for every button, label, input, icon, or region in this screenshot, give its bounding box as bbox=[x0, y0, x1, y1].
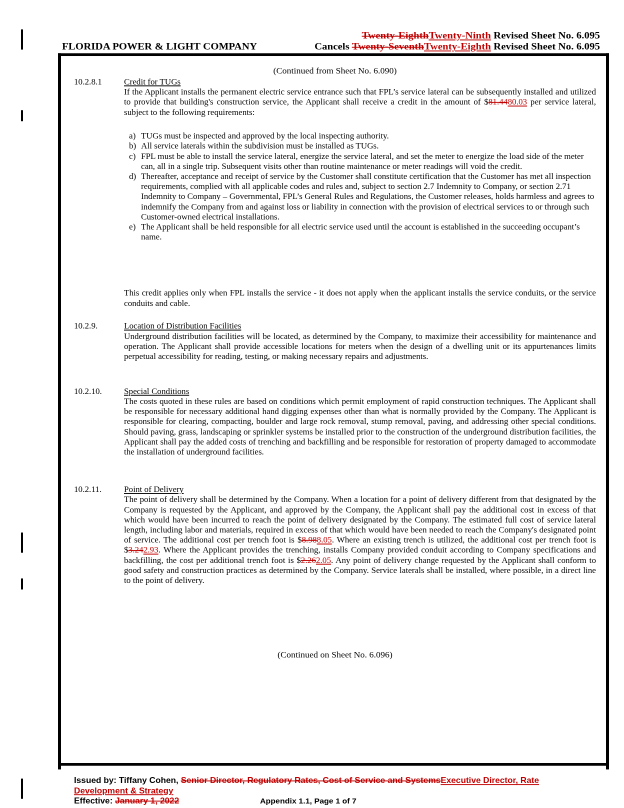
section-title: Location of Distribution Facilities bbox=[124, 321, 242, 331]
section-credit-for-tugs bbox=[74, 77, 596, 316]
continued-from: (Continued from Sheet No. 6.090) bbox=[273, 66, 397, 76]
change-bar bbox=[21, 578, 23, 589]
cancels-prefix: Cancels bbox=[314, 42, 352, 53]
amount-new: 80.03 bbox=[507, 97, 528, 107]
change-bar bbox=[21, 29, 23, 49]
section-title: Point of Delivery bbox=[124, 484, 184, 494]
change-bar bbox=[21, 110, 23, 121]
list-item: c) FPL must be able to install the service lateral, energize the service lateral, and set the meter to energize the load side of the meter can, all in a single trip. Subsequent visits other than routine maintenance or meter readings will void the credit. bbox=[129, 151, 584, 171]
section-paragraph: The costs quoted in these rules are based on conditions which permit employment of rapid construction techniques. The Applicant shall be responsible for necessary additional hand digging expenses other than what is normally provided by the Company. The Applicant is responsible for clearing, compacting, boulder and large rock removal, stump removal, paving, and addressing other special conditions. Should paving, grass, landscaping or sprinkler systems be installed prior to the construction of the underground distribution facilities, the Applicant shall pay the added costs of trenching and backfilling and be responsible for restoration of property damaged to accommodate the installation of underground facilities. bbox=[124, 396, 596, 457]
frame-bottom-rule bbox=[58, 763, 609, 766]
section-paragraph: If the Applicant installs the permanent electric service entrance such that FPL’s service lateral can be subsequently installed and utilized to provide that building's construction service, the Applicant shall receive a credit in the amount of $81.4480.03 per service lateral, subject to the following requirements: bbox=[124, 87, 596, 117]
effective-line: Effective: January 1, 2022 Appendix 1.1, Page 1 of 7 bbox=[74, 796, 357, 806]
requirements-list bbox=[129, 131, 596, 242]
effective-old: January 1, 2022 bbox=[115, 796, 180, 806]
list-item: a) TUGs must be inspected and approved by the local inspecting authority. bbox=[129, 131, 389, 141]
sheet-suffix: Revised Sheet No. 6.095 bbox=[490, 31, 600, 42]
change-bar bbox=[21, 779, 23, 799]
issued-old: Senior Director, Regulatory Rates, Cost of Service and Systems bbox=[180, 775, 441, 786]
footer bbox=[74, 776, 594, 806]
amount-old: 81.44 bbox=[488, 97, 508, 107]
section-number: 10.2.8.1 bbox=[74, 77, 102, 87]
section-title: Special Conditions bbox=[124, 386, 190, 396]
list-item: b) All service laterals within the subdivision must be installed as TUGs. bbox=[129, 141, 379, 151]
continued-on: (Continued on Sheet No. 6.096) bbox=[277, 650, 393, 660]
sheet-new: Twenty-Ninth bbox=[428, 31, 491, 42]
section-title: Credit for TUGs bbox=[124, 77, 181, 87]
list-item: e) The Applicant shall be held responsible for all electric service used until the account is established in the succeeding occupant’s name. bbox=[129, 222, 580, 242]
issued-new: Executive Director, Rate Development & Strategy bbox=[74, 775, 540, 796]
sheet-number bbox=[362, 31, 600, 41]
list-item: d) Thereafter, acceptance and receipt of service by the Customer shall constitute certification that the Customer has met all inspection requirements, complied with all applicable codes and rules and, subject to section 2.7 Indemnity to Company, or section 2.71 Indemnity to Company – Governmental, FPL’s General Rules and Regulations, the Customer releases, holds harmless and agrees to indemnify the Company from and against loss or liability in connection with the provision of electrical services to or through such Customer-owned electrical installations. bbox=[129, 171, 595, 222]
cost-new: 8.05 bbox=[316, 535, 332, 545]
cancels-sheet bbox=[314, 42, 600, 52]
cost-new: 2.05 bbox=[315, 555, 331, 565]
cost-new: 2.93 bbox=[143, 545, 159, 555]
cancels-suffix: Revised Sheet No. 6.095 bbox=[490, 42, 600, 53]
section-paragraph: Underground distribution facilities will be located, as determined by the Company, to maximize their accessibility for maintenance and operation. The Applicant shall provide accessible locations for meters when the design of a dwelling unit or its appurtenances limits perpetual accessibility for reading, testing, or making necessary repairs and adjustments. bbox=[124, 331, 596, 361]
issued-by: Issued by: Tiffany Cohen, Senior Director, Regulatory Rates, Cost of Service and SystemsExecutive Director, Rate Development & Strategy bbox=[74, 775, 540, 796]
section-number: 10.2.11. bbox=[74, 484, 102, 494]
section-number: 10.2.10. bbox=[74, 386, 102, 396]
section-paragraph: The point of delivery shall be determined by the Company. When a location for a point of delivery different from that designated by the Company is requested by the Applicant, and approved by the Company, the Applicant shall pay the additional cost in excess of that which would have been incurred to reach the point of delivery designated by the Company. The estimated full cost of service lateral length, including labor and materials, required in excess of that which would have been needed to reach the Company's designated point of service. The additional cost per trench foot is $8.988.05. Where an existing trench is utilized, the additional cost per trench foot is $3.242.93. Where the Applicant provides the trenching, installs Company provided conduit according to Company specifications and backfilling, the cost per additional trench foot is $2.262.05. Any point of delivery change requested by the Applicant shall conform to good safety and construction practices as determined by the Company. Service laterals shall be installed, where possible, in a direct line to the point of delivery. bbox=[124, 494, 596, 585]
cost-old: 2.26 bbox=[300, 555, 316, 565]
section-point-of-delivery bbox=[74, 485, 596, 650]
section-paragraph: This credit applies only when FPL installs the service - it does not apply when the applicant installs the service conduits, or the service conduits and cable. bbox=[124, 288, 596, 308]
change-bar bbox=[21, 533, 23, 553]
cost-old: 3.24 bbox=[128, 545, 144, 555]
section-special-conditions bbox=[74, 387, 596, 479]
appendix-page: Appendix 1.1, Page 1 of 7 bbox=[260, 796, 357, 806]
cancels-new: Twenty-Eighth bbox=[424, 42, 491, 53]
sheet-old: Twenty-Eighth bbox=[361, 31, 429, 42]
section-location-of-distribution-facilities bbox=[74, 321, 596, 385]
company-name: FLORIDA POWER & LIGHT COMPANY bbox=[62, 42, 258, 53]
section-number: 10.2.9. bbox=[74, 321, 98, 331]
cancels-old: Twenty-Seventh bbox=[351, 42, 425, 53]
cost-old: 8.98 bbox=[301, 535, 317, 545]
